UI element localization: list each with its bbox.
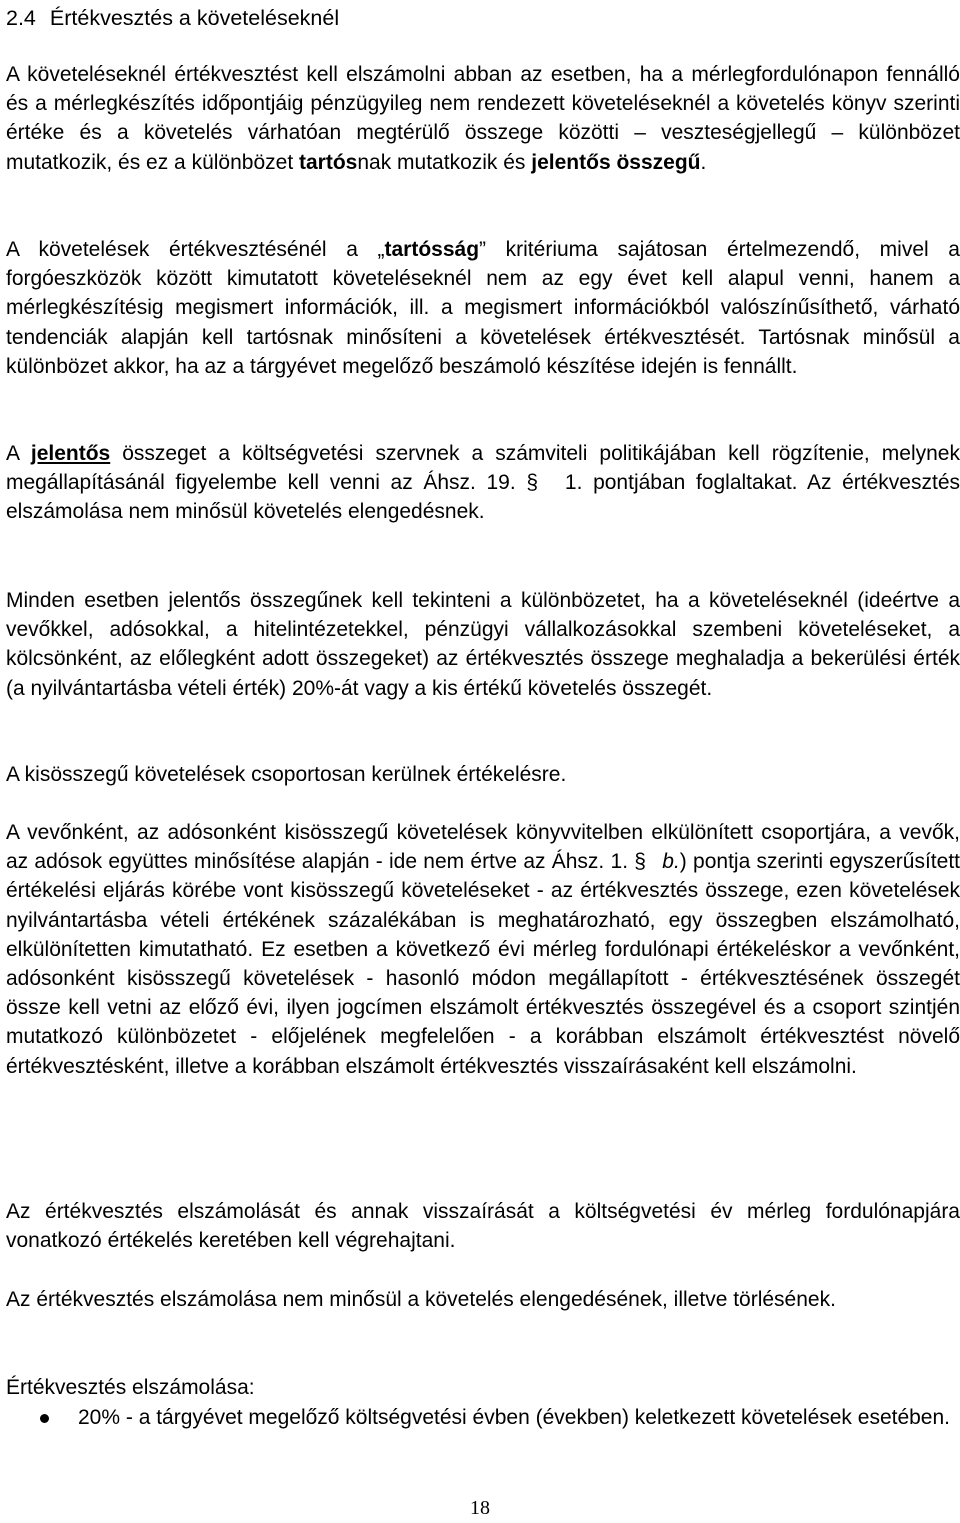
section-number: 2.4 <box>6 6 36 30</box>
bold-term-tartos: tartós <box>299 150 358 174</box>
text-run: összeget a költségvetési szervnek a számviteli politikájában kell rögzítenie, melynek megállapításánál figyelembe kell venni az Áhsz. 19. <box>6 442 960 495</box>
text-run: A követelések értékvesztésénél a „ <box>6 238 385 261</box>
paragraph-8: Az értékvesztés elszámolása nem minősül a követelés elengedésének, illetve törlésének. <box>6 1288 836 1311</box>
text-run: A <box>6 442 31 465</box>
text-run: A követeléseknél értékvesztést kell elszámolni abban az esetben, ha a mérlegfordulónapon fennálló és a mérlegkészítés időpontjáig pénzügyileg nem rendezett követeléseknél a követelés könyv szerinti értéke és a követelés várhatóan megtérülő összege közötti – veszteségjellegű – különbözet mutatkozik, és ez a különbözet <box>6 63 960 174</box>
bold-term-jelentos: jelentős <box>30 442 111 465</box>
bold-term-tartossag: tartósság <box>384 238 480 261</box>
paragraph-7: Az értékvesztés elszámolását és annak visszaírását a költségvetési év mérleg fordulónapjára vonatkozó értékelés keretében kell végrehajtani. <box>6 1200 960 1253</box>
bullet-icon <box>40 1414 49 1423</box>
paragraph-2 <box>6 235 960 381</box>
list-item-text: 20% - a tárgyévet megelőző költségvetési évben (években) keletkezett követelések esetében. <box>78 1406 951 1429</box>
paragraph-3 <box>6 439 960 527</box>
section-heading <box>6 5 339 31</box>
page-number: 18 <box>470 1497 490 1519</box>
paragraph-9: Értékvesztés elszámolása: <box>6 1376 255 1399</box>
text-run: ) pontja szerinti egyszerűsített értékelési eljárás körébe vont kisösszegű követeléseket - az értékvesztés összege, ezen követelések nyilvántartásba vételi értékének százalékában is meghatározható, egy összegben elszámolható, elkülönítetten kimutatható. Ez esetben a következő évi mérleg fordulónapi értékeléskor a vevőnként, adósonként kisösszegű követelések - hasonló módon megállapított - értékvesztésének összegét össze kell vetni az előző évi, ilyen jogcímen elszámolt értékvesztés összegével és a csoport szintjén mutatkozó különbözetet - előjelének megfelelően - a korábban elszámolt értékvesztést növelő értékvesztésként, illetve a korábban elszámolt értékvesztés visszaírásaként kell elszámolni. <box>6 850 960 1078</box>
section-sign: § <box>526 471 538 495</box>
list-item <box>6 1403 960 1432</box>
section-title: Értékvesztés a követeléseknél <box>49 6 340 30</box>
italic-point-letter: b. <box>662 850 680 874</box>
text-run: nak mutatkozik és <box>357 150 532 174</box>
section-sign: § <box>634 850 646 874</box>
text-run: 1. pontjában foglaltakat. Az értékvesztés elszámolása nem minősül követelés elengedésnek. <box>6 471 960 524</box>
text-run: A vevőnként, az adósonként kisösszegű követelések könyvvitelben elkülönített csoportjára, a vevők, az adósok együttes minősítése alapján - ide nem értve az Áhsz. 1. <box>6 821 960 874</box>
paragraph-5: A kisösszegű követelések csoportosan kerülnek értékelésre. <box>6 763 567 786</box>
paragraph-4: Minden esetben jelentős összegűnek kell tekinteni a különbözetet, ha a követeléseknél (ideértve a vevőkkel, adósokkal, a hitelintézetekkel, pénzügyi vállalkozásokkal szembeni követeléseket, a kölcsönként, az előlegként adott összegeket) az értékvesztés összege meghaladja a bekerülési érték (a nyilvántartásba vételi érték) 20%-át vagy a kis értékű követelés összegét. <box>6 589 960 700</box>
paragraph-6 <box>6 818 960 1081</box>
bold-term-jelentos-osszegu: jelentős összegű <box>531 150 701 174</box>
text-run: ” kritériuma sajátosan értelmezendő, mivel a forgóeszközök között kimutatott követeléseknél nem az egy évet kell alapul venni, hanem a mérlegkészítésig megismert információk, ill. a megismert információkból valószínűsíthető, várható tendenciák alapján kell tartósnak minősíteni a követelések értékvesztését. Tartósnak minősül a különbözet akkor, ha az a tárgyévet megelőző beszámoló készítése idején is fennállt. <box>6 238 960 378</box>
paragraph-1 <box>6 60 960 177</box>
text-run: . <box>700 150 707 174</box>
